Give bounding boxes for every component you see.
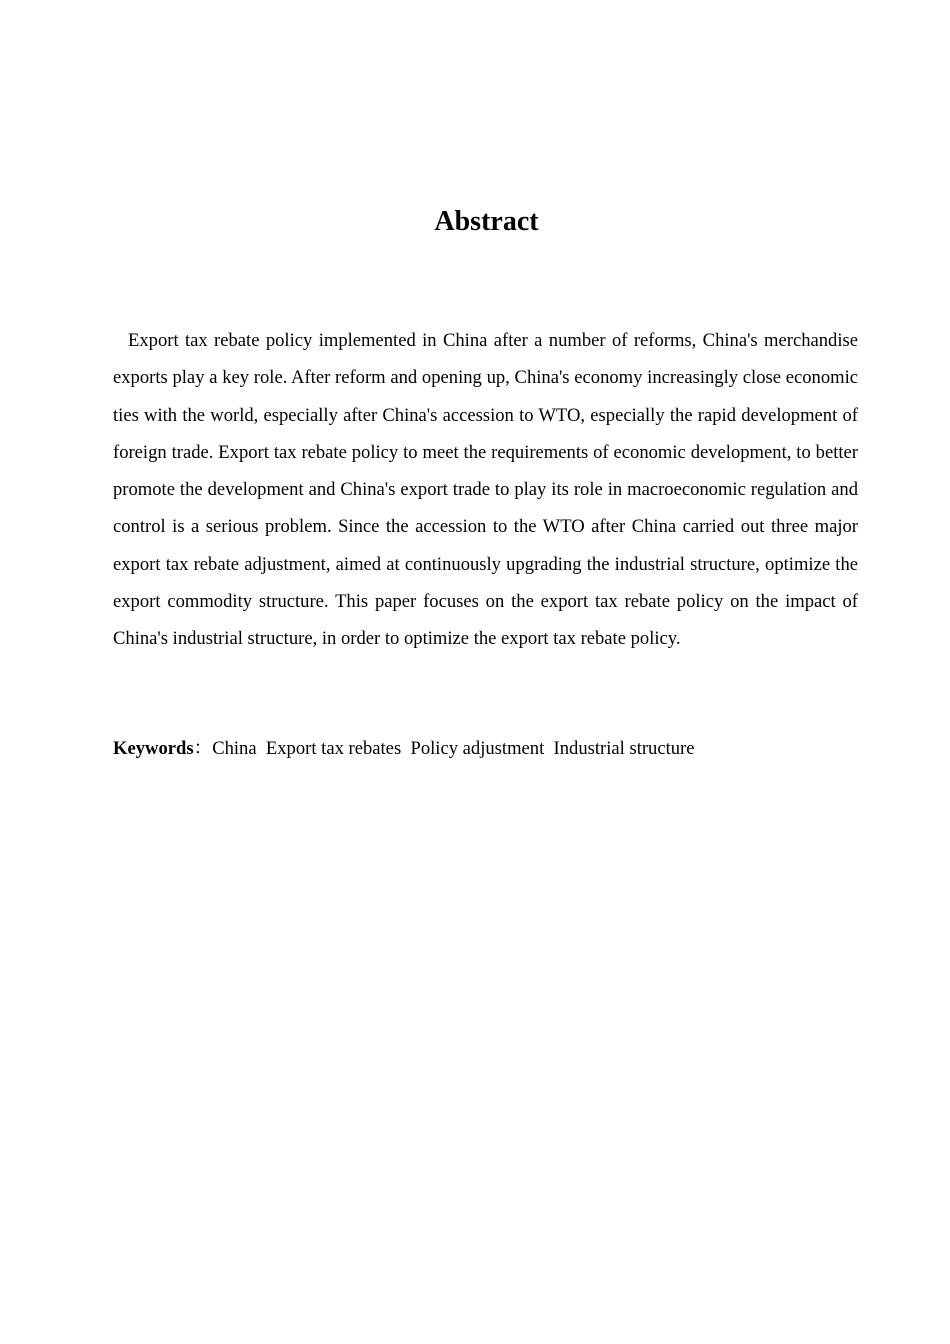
abstract-paragraph: Export tax rebate policy implemented in China after a number of reforms, China's merchandise exports play a key role. After reform and opening up, China's economy increasingly close economic ties with the world, especially after China's accession to WTO, especially the rapid development of foreign trade. Export tax rebate policy to meet the requirements of economic development, to better promote the development and China's export trade to play its role in macroeconomic regulation and control is a serious problem. Since the accession to the WTO after China carried out three major export tax rebate adjustment, aimed at continuously upgrading the industrial structure, optimize the export commodity structure. This paper focuses on the export tax rebate policy on the impact of China's industrial structure, in order to optimize the export tax rebate policy. <box>113 330 858 650</box>
page-title: Abstract <box>434 206 539 237</box>
keywords-line <box>113 731 858 767</box>
keyword-item: Industrial structure <box>553 738 695 759</box>
keywords-separator: ： <box>193 738 213 759</box>
keyword-item: China <box>212 738 257 759</box>
keywords-label: Keywords <box>113 738 194 759</box>
keyword-item: Export tax rebates <box>265 738 402 759</box>
keyword-item: Policy adjustment <box>410 738 545 759</box>
